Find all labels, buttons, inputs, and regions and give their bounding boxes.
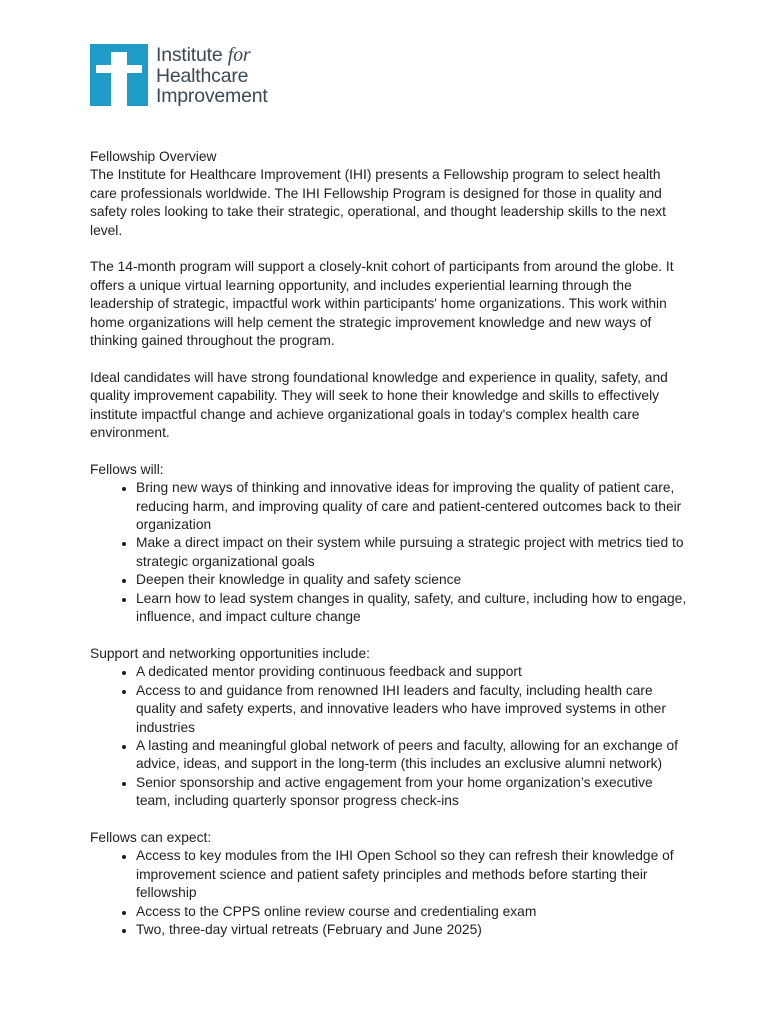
logo-line3: Improvement <box>156 85 268 107</box>
list-item: • Deepen their knowledge in quality and safety science <box>136 571 690 589</box>
ihi-logo-icon <box>90 44 148 106</box>
overview-paragraph-2: The 14-month program will support a closely-knit cohort of participants from around the globe. It offers a unique virtual learning opportunity, and includes experiential learning through the leadership of strategic, impactful work within participants' home organizations. This work within home organizations will help cement the strategic improvement knowledge and new ways of thinking gained throughout the program. <box>90 259 674 349</box>
list-item: • A lasting and meaningful global network of peers and faculty, allowing for an exchange of advice, ideas, and support in the long-term (this includes an exclusive alumni network) <box>136 737 690 774</box>
fellows-will-list <box>90 479 690 626</box>
expect-heading: Fellows can expect: <box>90 829 212 845</box>
list-item: • Learn how to lead system changes in quality, safety, and culture, including how to engage, influence, and impact culture change <box>136 590 690 627</box>
list-item: • Access to the CPPS online review course and credentialing exam <box>136 903 690 921</box>
list-item: • Make a direct impact on their system while pursuing a strategic project with metrics tied to strategic organizational goals <box>136 534 690 571</box>
list-item: • Senior sponsorship and active engagement from your home organization’s executive team, including quarterly sponsor progress check-ins <box>136 774 690 811</box>
overview-heading: Fellowship Overview <box>90 149 217 164</box>
fellows-will-heading: Fellows will: <box>90 461 164 477</box>
list-item: • Access to and guidance from renowned IHI leaders and faculty, including health care quality and safety experts, and innovative leaders who have improved systems in other industries <box>136 682 690 737</box>
list-item: • Bring new ways of thinking and innovative ideas for improving the quality of patient care, reducing harm, and improving quality of care and patient-centered outcomes back to their organization <box>136 479 690 534</box>
list-item: • Access to key modules from the IHI Open School so they can refresh their knowledge of improvement science and patient safety principles and methods before starting their fellowship <box>136 847 690 902</box>
support-list <box>90 663 690 810</box>
document-body <box>90 148 690 939</box>
list-item: • A dedicated mentor providing continuous feedback and support <box>136 663 690 681</box>
list-item: • Two, three-day virtual retreats (February and June 2025) <box>136 921 690 939</box>
logo-line2: Healthcare <box>156 64 249 87</box>
expect-list <box>90 847 690 939</box>
overview-paragraph-1: The Institute for Healthcare Improvement (IHI) presents a Fellowship program to select health care professionals worldwide. The IHI Fellowship Program is designed for those in quality and safety roles looking to take their strategic, operational, and thought leadership skills to the next level. <box>90 167 666 238</box>
logo-line1-for: for <box>227 44 251 66</box>
overview-paragraph-3: Ideal candidates will have strong foundational knowledge and experience in quality, safety, and quality improvement capability. They will seek to hone their knowledge and skills to effectively institute impactful change and achieve organizational goals in today's complex health care environment. <box>90 369 668 441</box>
support-heading: Support and networking opportunities include: <box>90 645 370 661</box>
logo-wordmark <box>156 45 268 107</box>
logo-line1-institute: Institute <box>156 44 228 66</box>
